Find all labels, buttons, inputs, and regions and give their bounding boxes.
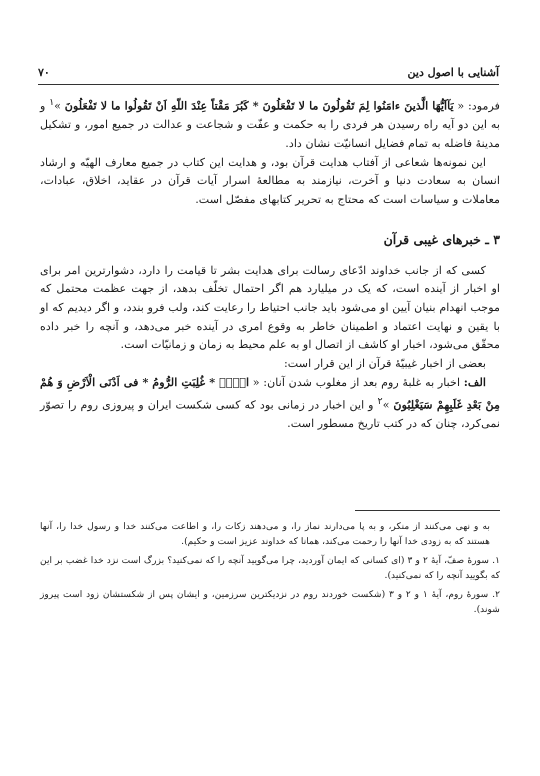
footnote-2: ۲. سورهٔ روم، آیهٔ ۱ و ۲ و ۳ (شکست خوردند روم در نزدیکترین سرزمین، و ایشان پس از شکستشان زود است پیروز شوند). — [40, 589, 501, 615]
paragraph-verse-saff: فرمود: « یَآاَیُّهَا الَّذینَ ءامَنُوا لِمَ تَقُولُونَ ما لا تَفْعَلُونَ * کَبُرَ مَقْتاً عِنْدَ اللّهِ اَنْ تَقُولُوا ما لا تَفْعَلُونَ »$^۱$ و به این دو آیه راه رسیدن هر فردی را به حکمت و عفّت و شجاعت و عدالت در جمیع امور، و تشکیل مدینهٔ فاضله به تمام فضایل انسانیّت نشان داد. — [40, 97, 500, 150]
footnote-ref-1: ۱ — [49, 97, 55, 108]
footnotes — [40, 510, 500, 621]
footnote-1: ۱. سورهٔ صفّ، آیهٔ ۲ و ۳ (ای کسانی که ایمان آوردید، چرا می‌گویید آنچه را که نمی‌کنید؟ بزرگ است نزد خدا غضب بر این که بگویید آنچه را که نمی‌کنید). — [40, 555, 501, 581]
paragraph-rome: الف: اخبار به غلبهٔ روم بعد از مغلوب شدن آنان: « الۤمۤ * غُلِبَتِ الرُّومُ * فی اَدْنَی الْاَرْضِ وَ هُمْ مِنْ بَعْدِ غَلَبِهِمْ سَیَغْلِبُونَ »$^۲$ و این اخبار در زمانی بود که کسی شکست ایران و پیروزی روم را تصوّر نمی‌کرد، چنان که در کتب تاریخ مسطور است. — [40, 375, 500, 431]
paragraph-guidance: این نمونه‌ها شعاعی از آفتاب هدایت قرآن بود، و هدایت این کتاب در جمیع معارف الهیّه و ارشاد انسان به سعادت دنیا و آخرت، نیازمند به مطالعهٔ اسرار آیات قرآن در عقاید، اخلاق، عبادات، معاملات و سیاسات است که محتاج به تحریر کتابهای مفصّل است. — [40, 155, 500, 206]
page-number: ۷۰ — [38, 66, 50, 79]
footnote-divider — [355, 510, 500, 511]
paragraph-intro-list: بعضی از اخبار غیبیّهٔ قرآن از این قرار است: — [283, 356, 486, 370]
page-header — [38, 62, 499, 85]
main-text — [40, 94, 500, 434]
footnote-continuation: به و نهی می‌کنند از منکر، و به پا می‌دارند نماز را، و می‌دهند زکات را، و اطاعت می‌کنند خدا و رسول خدا را، آنها هستند که به زودی خدا آنها را رحمت می‌کند، همانا که خداوند عزیز است و حکیم). — [40, 521, 490, 547]
quran-verse-rum: الۤمۤ * غُلِبَتِ الرُّومُ * فی اَدْنَی الْاَرْضِ وَ هُمْ مِنْ بَعْدِ غَلَبِهِمْ سَیَغْلِبُونَ — [40, 375, 500, 412]
running-title: آشنایی با اصول دین — [407, 66, 499, 79]
quran-verse: یَآاَیُّهَا الَّذینَ ءامَنُوا لِمَ تَقُولُونَ ما لا تَفْعَلُونَ * کَبُرَ مَقْتاً عِنْدَ اللّهِ اَنْ تَقُولُوا ما لا تَفْعَلُونَ — [64, 98, 454, 113]
list-marker: الف: — [463, 375, 486, 390]
paragraph-prophecy: کسی که از جانب خداوند ادّعای رسالت برای هدایت بشر تا قیامت را دارد، دشوارترین امر برای او اخبار از آینده است، که یک در میلیارد هم اگر احتمال تخلّف بدهد، از جهت عظمت محتمل که موجب انهدام بنیان آیین او می‌شود باید جانب احتیاط را رعایت کند، ولب فرو بندد، و اگر دیدیم که او با یقین و نهایت اعتماد و اطمینان خاطر به وقوع امری در آینده خبر می‌دهد، و آنچه را خبر داده محقّق می‌شود، اخبار او کاشف از اتصال او به علم محیط به زمان و زمانیّات است. — [40, 263, 500, 352]
footnote-ref-2: ۲ — [377, 396, 383, 408]
section-heading: ۳ ـ خبرهای غیبی قرآن — [383, 232, 500, 248]
